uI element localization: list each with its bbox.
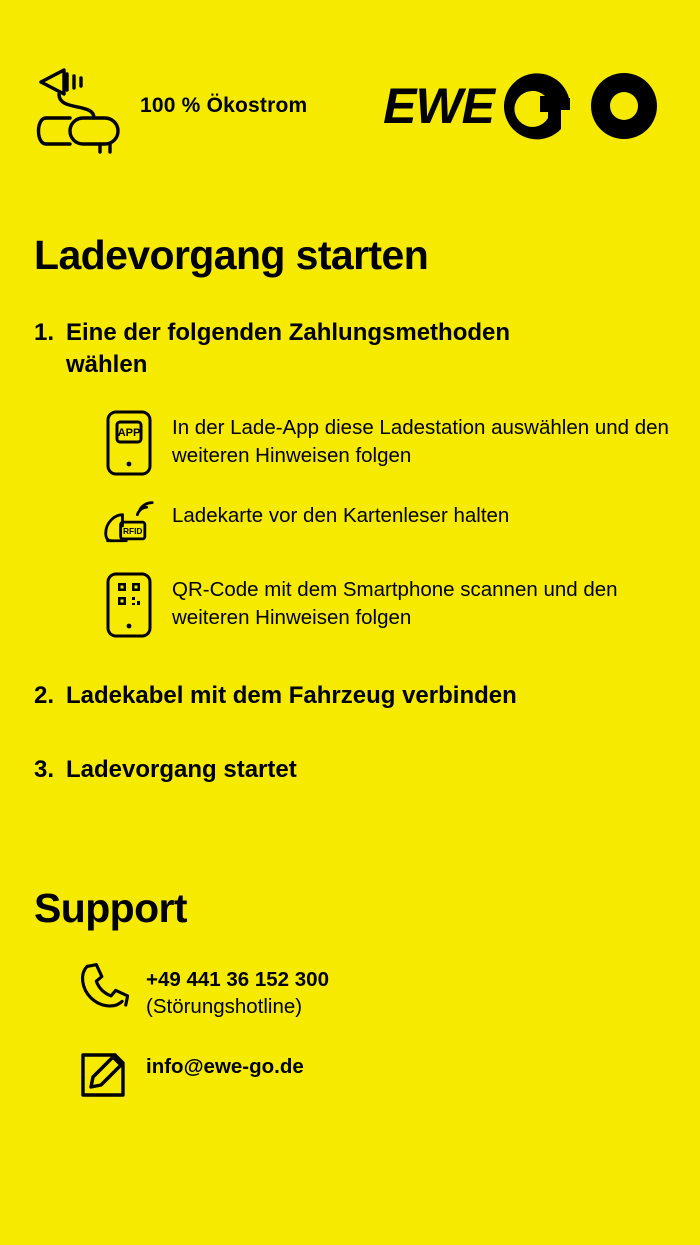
contact-phone	[74, 960, 700, 1021]
phone-note: (Störungshotline)	[146, 995, 303, 1019]
contact-phone-text	[146, 960, 329, 1021]
support-contacts	[0, 932, 700, 1103]
step-number: 3.	[34, 756, 55, 784]
smartphone-app-icon	[102, 410, 156, 476]
email-address: info@ewe-go.de	[146, 1054, 304, 1078]
payment-option-text: QR-Code mit dem Smartphone scannen und den weiteren Hinweisen folgen	[172, 577, 618, 630]
payment-option-app	[102, 410, 700, 476]
edit-mail-icon	[74, 1047, 132, 1103]
contact-email-text	[146, 1047, 304, 1081]
contact-email	[74, 1047, 700, 1103]
phone-number: +49 441 36 152 300	[146, 967, 329, 991]
step-item	[28, 317, 700, 382]
payment-option-text: Ladekarte vor den Kartenleser halten	[172, 503, 510, 527]
payment-options-list	[28, 388, 700, 638]
step-item	[28, 754, 700, 786]
phone-icon	[74, 960, 132, 1012]
step-text: Ladevorgang startet	[66, 756, 297, 784]
svg-text:RFID: RFID	[122, 526, 143, 537]
step-number: 1.	[34, 319, 55, 346]
step-text: Eine der folgenden Zahlungsmethoden wählen	[66, 319, 511, 379]
charging-cable-leaf-icon	[34, 56, 130, 156]
step-item	[28, 680, 700, 712]
eco-label: 100 % Ökostrom	[140, 94, 308, 117]
payment-option-rfid	[102, 498, 700, 550]
brand-go-mark	[504, 58, 664, 154]
svg-text:APP: APP	[117, 426, 141, 439]
step-text: Ladekabel mit dem Fahrzeug verbinden	[66, 681, 517, 709]
support-title: Support	[34, 884, 187, 931]
rfid-card-icon	[102, 498, 156, 550]
payment-option-qr	[102, 572, 700, 638]
page-title: Ladevorgang starten	[34, 232, 429, 278]
payment-option-text: In der Lade-App diese Ladestation auswählen und den weiteren Hinweisen folgen	[172, 415, 669, 468]
page-header	[0, 0, 700, 160]
brand-name: EWE	[383, 78, 494, 134]
steps-list	[0, 279, 700, 787]
smartphone-qr-icon	[102, 572, 156, 638]
step-number: 2.	[34, 681, 55, 709]
brand-logo	[383, 58, 666, 154]
